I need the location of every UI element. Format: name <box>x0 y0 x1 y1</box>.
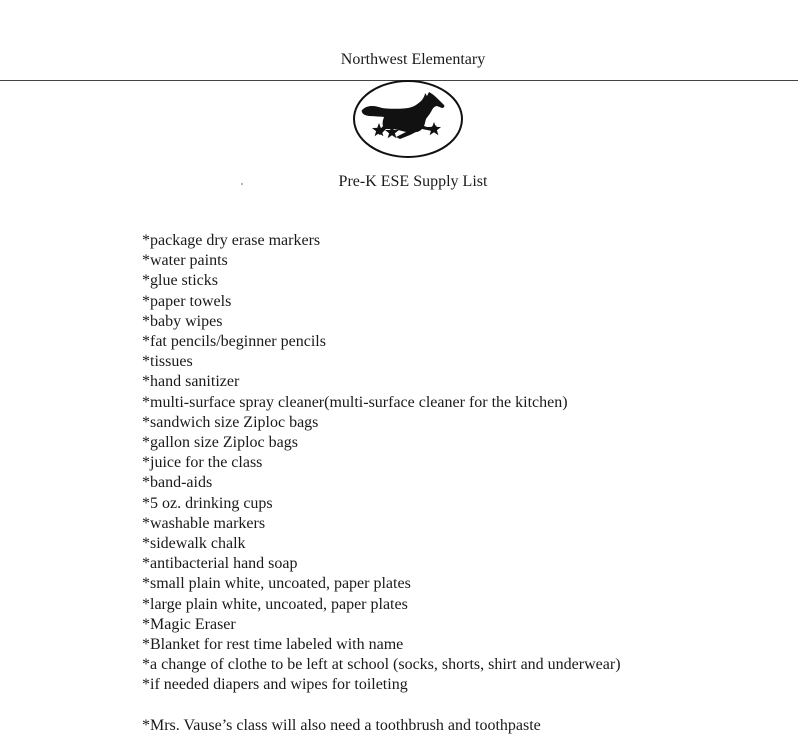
list-item: *5 oz. drinking cups <box>142 494 273 512</box>
list-item: *Blanket for rest time labeled with name <box>142 636 404 654</box>
list-item: *a change of clothe to be left at school (socks, shorts, shirt and underwear) <box>142 656 621 674</box>
list-item: *juice for the class <box>142 454 263 472</box>
list-item: *if needed diapers and wipes for toileting <box>142 676 408 694</box>
list-item: *band-aids <box>142 474 213 492</box>
list-item: *washable markers <box>142 514 266 532</box>
list-item: *large plain white, uncoated, paper plates <box>142 595 408 613</box>
list-item: *gallon size Ziploc bags <box>142 434 298 452</box>
supply-list <box>142 231 621 696</box>
scan-speck <box>241 183 243 185</box>
list-item: *small plain white, uncoated, paper plates <box>142 575 411 593</box>
horse-star-logo-icon <box>352 79 464 159</box>
list-item: *Magic Eraser <box>142 615 236 633</box>
list-item: *package dry erase markers <box>142 232 321 249</box>
list-item: *multi-surface spray cleaner(multi-surface cleaner for the kitchen) <box>142 393 568 411</box>
list-item: *paper towels <box>142 292 232 310</box>
list-item: *hand sanitizer <box>142 373 240 391</box>
list-item: *sandwich size Ziploc bags <box>142 413 319 431</box>
list-item: *glue sticks <box>142 272 218 290</box>
list-item: *antibacterial hand soap <box>142 555 298 573</box>
list-item: *baby wipes <box>142 312 223 330</box>
list-item: *fat pencils/beginner pencils <box>142 333 326 351</box>
school-name: Northwest Elementary <box>340 51 486 68</box>
page-title: Pre-K ESE Supply List <box>338 173 488 190</box>
toothbrush-note: *Mrs. Vause’s class will also need a toothbrush and toothpaste <box>142 717 541 734</box>
list-item: *sidewalk chalk <box>142 535 246 553</box>
list-item: *tissues <box>142 353 193 371</box>
list-item: *water paints <box>142 252 228 270</box>
